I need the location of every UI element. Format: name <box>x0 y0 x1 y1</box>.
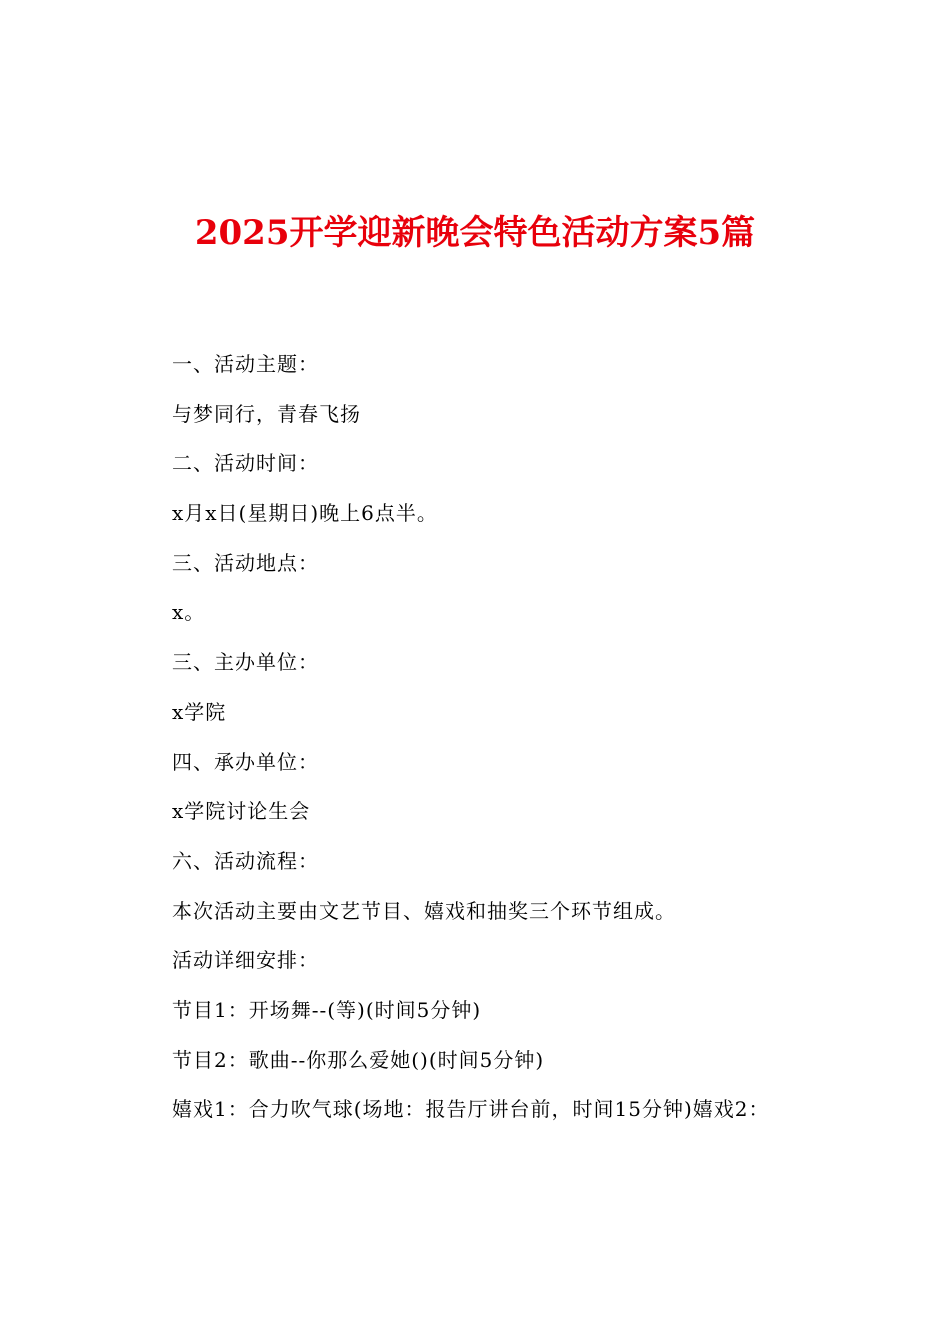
document-title: 2025开学迎新晚会特色活动方案5篇 <box>194 213 756 253</box>
section-heading-theme: 一、活动主题： <box>172 352 319 376</box>
paragraph-co-organizer: x学院讨论生会 <box>172 799 311 824</box>
paragraph-time: x月x日(星期日)晚上6点半。 <box>172 501 438 526</box>
section-heading-time: 二、活动时间： <box>172 451 319 476</box>
document-body <box>172 346 872 1141</box>
paragraph-process: 本次活动主要由文艺节目、嬉戏和抽奖三个环节组成。 <box>172 898 676 923</box>
section-heading-process: 六、活动流程： <box>172 848 319 873</box>
paragraph-location: x。 <box>172 600 206 625</box>
section-heading-location: 三、活动地点： <box>172 550 319 575</box>
list-item: 节目2：歌曲--你那么爱她()(时间5分钟) <box>172 1047 545 1072</box>
paragraph-arrangement: 活动详细安排： <box>172 948 319 973</box>
list-item: 嬉戏1：合力吹气球(场地：报告厅讲台前，时间15分钟)嬉戏2： <box>172 1097 770 1122</box>
paragraph-theme: 与梦同行，青春飞扬 <box>172 401 361 426</box>
list-item: 节目1：开场舞--(等)(时间5分钟) <box>172 997 482 1022</box>
paragraph-organizer: x学院 <box>172 699 227 724</box>
section-heading-co-organizer: 四、承办单位： <box>172 749 319 774</box>
section-heading-organizer: 三、主办单位： <box>172 650 319 675</box>
